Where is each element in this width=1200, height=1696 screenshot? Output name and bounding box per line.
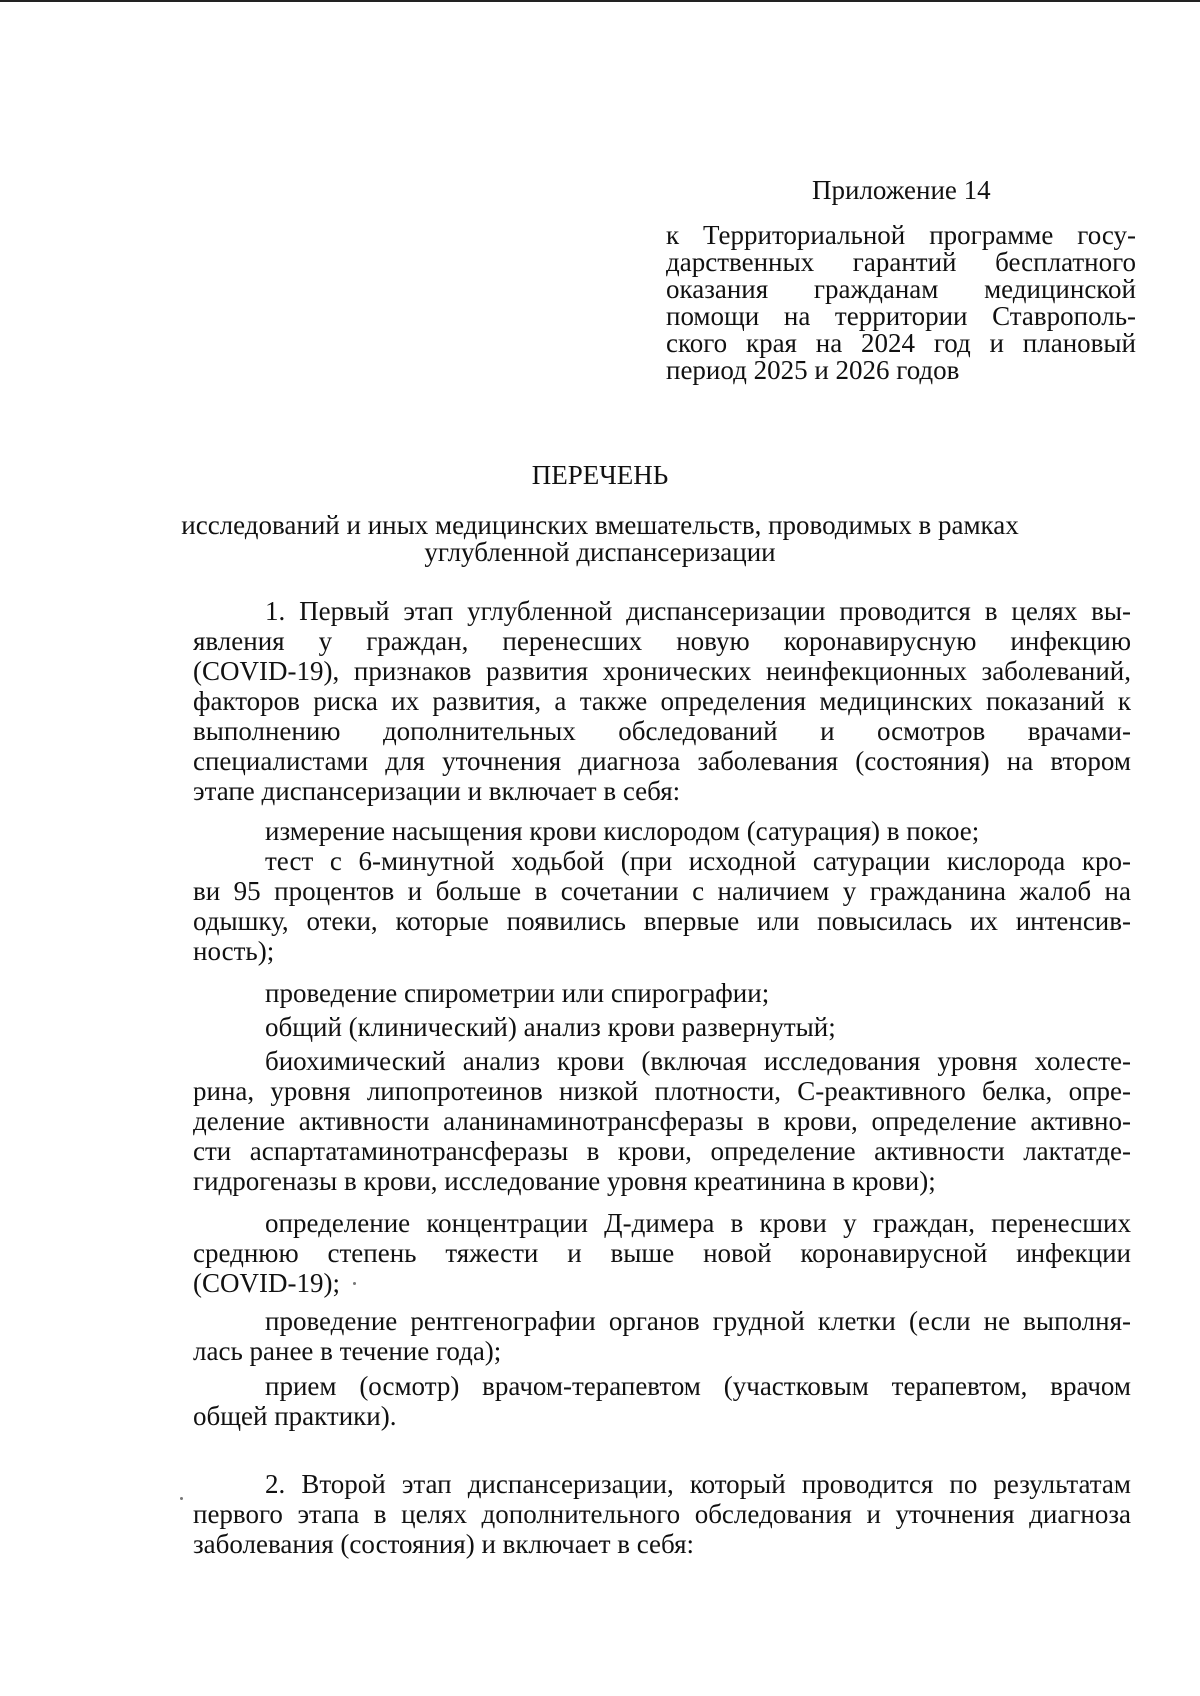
section1-line: 1. Первый этап углубленной диспансеризации проводится в целях вы- (265, 596, 1131, 626)
list-item-line: общий (клинический) анализ крови развернутый; (265, 1012, 836, 1042)
list-item-line: (COVID-19); (193, 1268, 340, 1298)
list-item-line: деление активности аланинаминотрансферазы в крови, определение активно- (193, 1106, 1131, 1136)
section1-line: этапе диспансеризации и включает в себя: (193, 776, 681, 806)
list-item-line: сти аспартатаминотрансферазы в крови, определение активности лактатде- (193, 1136, 1131, 1166)
list-item-line: тест с 6-минутной ходьбой (при исходной сатурации кислорода кро- (265, 846, 1131, 876)
appendix-note-line: к Территориальной программе госу- (666, 220, 1136, 250)
subtitle-line: исследований и иных медицинских вмешательств, проводимых в рамках (181, 510, 1019, 540)
section1-line: явления у граждан, перенесших новую коронавирусную инфекцию (193, 626, 1131, 656)
section2-line: 2. Второй этап диспансеризации, который проводится по результатам (265, 1469, 1131, 1499)
list-item-line: определение концентрации Д-димера в крови у граждан, перенесших (265, 1208, 1131, 1238)
list-item (193, 1012, 1131, 1042)
appendix-note-line: оказания гражданам медицинской (666, 274, 1136, 304)
list-item (193, 816, 1131, 846)
list-item-line: одышку, отеки, которые появились впервые или повысилась их интенсив- (193, 906, 1131, 936)
list-item-line: проведение спирометрии или спирографии; (265, 978, 770, 1008)
list-item (193, 1306, 1131, 1366)
section2-line: заболевания (состояния) и включает в себя: (193, 1529, 695, 1559)
appendix-note-line: период 2025 и 2026 годов (666, 355, 960, 385)
appendix-label: Приложение 14 (812, 175, 991, 205)
list-item-line: рина, уровня липопротеинов низкой плотности, С-реактивного белка, опре- (193, 1076, 1131, 1106)
appendix-note-line: ского края на 2024 год и плановый (666, 328, 1136, 358)
list-item-line: биохимический анализ крови (включая исследования уровня холесте- (265, 1046, 1131, 1076)
list-item-line: гидрогеназы в крови, исследование уровня креатинина в крови); (193, 1166, 936, 1196)
list-item-line: измерение насыщения крови кислородом (сатурация) в покое; (265, 816, 980, 846)
document-subtitle (0, 512, 1200, 566)
scan-speck (180, 1497, 183, 1500)
section1-line: специалистами для уточнения диагноза заболевания (состояния) на втором (193, 746, 1131, 776)
appendix-note (666, 222, 1136, 384)
list-item (193, 978, 1131, 1008)
section1-line: (COVID-19), признаков развития хронических неинфекционных заболеваний, (193, 656, 1131, 686)
section2-line: первого этапа в целях дополнительного обследования и уточнения диагноза (193, 1499, 1131, 1529)
list-item-line: прием (осмотр) врачом-терапевтом (участковым терапевтом, врачом (265, 1371, 1131, 1401)
list-item (193, 1208, 1131, 1298)
list-item-line: среднюю степень тяжести и выше новой коронавирусной инфекции (193, 1238, 1131, 1268)
list-item-line: лась ранее в течение года); (193, 1336, 502, 1366)
list-item-line: проведение рентгенографии органов грудной клетки (если не выполня- (265, 1306, 1131, 1336)
subtitle-line: углубленной диспансеризации (424, 537, 776, 567)
section1-line: факторов риска их развития, а также определения медицинских показаний к (193, 686, 1131, 716)
appendix-note-line: помощи на территории Ставрополь- (666, 301, 1136, 331)
scan-top-edge (0, 0, 1200, 2)
list-item-line: общей практики). (193, 1401, 397, 1431)
list-item (193, 846, 1131, 966)
list-item-line: ви 95 процентов и больше в сочетании с наличием у гражданина жалоб на (193, 876, 1131, 906)
list-item-line: ность); (193, 936, 275, 966)
list-item (193, 1371, 1131, 1431)
appendix-note-line: дарственных гарантий бесплатного (666, 247, 1136, 277)
section1-paragraph (193, 596, 1131, 806)
document-title: ПЕРЕЧЕНЬ (531, 460, 669, 490)
scan-speck (353, 1282, 356, 1285)
section2-paragraph (193, 1469, 1131, 1559)
section1-line: выполнению дополнительных обследований и осмотров врачами- (193, 716, 1131, 746)
list-item (193, 1046, 1131, 1196)
